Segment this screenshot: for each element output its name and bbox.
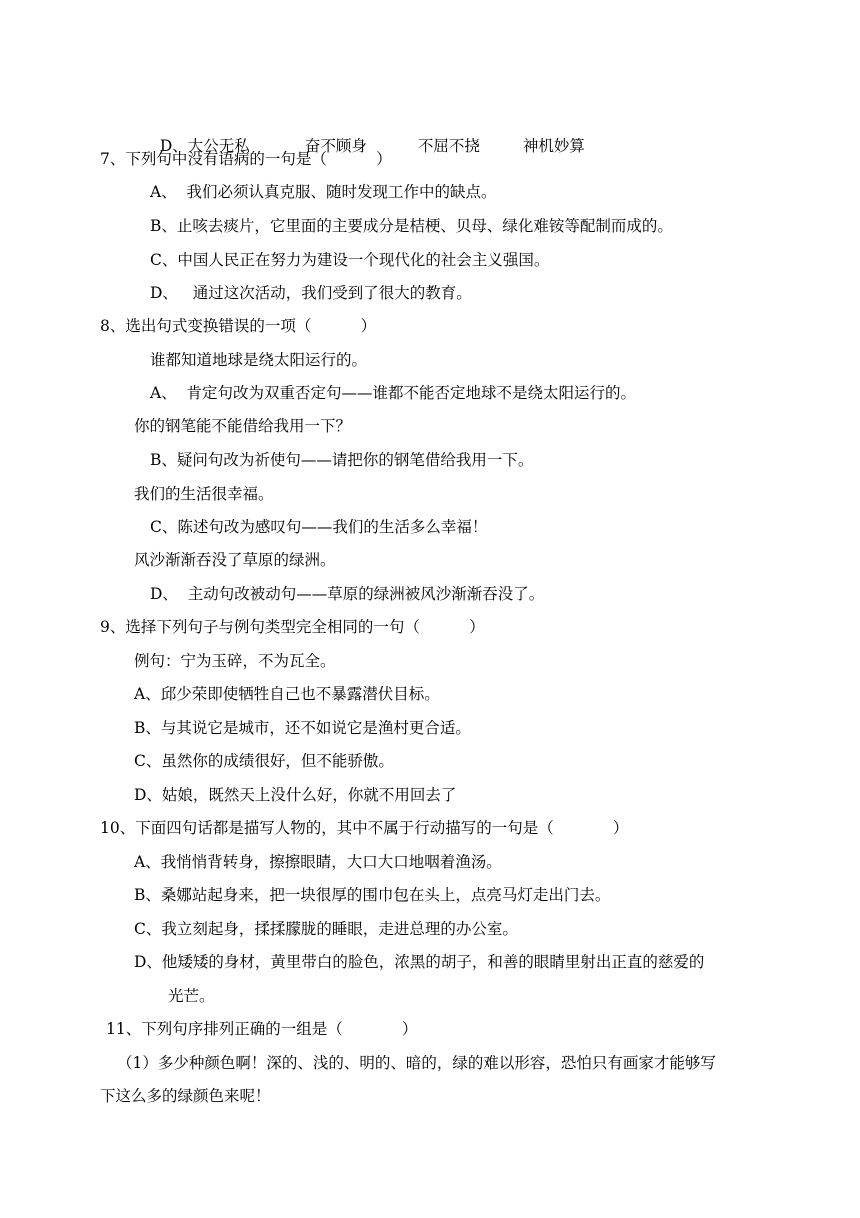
q9-example: 例句：宁为玉碎，不为瓦全。 [134,652,336,670]
q9-option-d: D、姑娘，既然天上没什么好，你就不用回去了 [134,786,457,804]
q7-option-a: A、 我们必须认真克服、随时发现工作中的缺点。 [150,183,497,201]
q8-sentence-3: 我们的生活很幸福。 [134,485,274,503]
q8-option-d: D、 主动句改被动句——草原的绿洲被风沙渐渐吞没了。 [150,585,545,603]
q8-sentence-1: 谁都知道地球是绕太阳运行的。 [150,351,368,369]
q9-option-c: C、虽然你的成绩很好，但不能骄傲。 [134,752,394,770]
q8-stem: 8、选出句式变换错误的一项（ ） [100,317,377,335]
q10-option-a: A、我悄悄背转身，擦擦眼睛，大口大口地咽着渔汤。 [134,853,502,871]
q8-sentence-4: 风沙渐渐吞没了草原的绿洲。 [134,551,336,569]
q8-sentence-2: 你的钢笔能不能借给我用一下？ [134,417,352,435]
q6-option-d-label: D、大公无私 [159,137,250,155]
q10-option-d-line-1: D、他矮矮的身材，黄里带白的脸色，浓黑的胡子，和善的眼睛里射出正直的慈爱的 [134,953,705,971]
q11-stem: 11、下列句序排列正确的一组是（ ） [106,1020,418,1038]
q8-option-a: A、 肯定句改为双重否定句——谁都不能否定地球不是绕太阳运行的。 [150,384,637,402]
q10-option-d-line-2: 光芒。 [168,987,215,1005]
q11-item-1-line-2: 下这么多的绿颜色来呢！ [100,1087,271,1105]
q9-stem: 9、选择下列句子与例句类型完全相同的一句（ ） [100,618,485,636]
q8-option-c: C、陈述句改为感叹句——我们的生活多么幸福！ [150,518,488,536]
q10-option-c: C、我立刻起身，揉揉朦胧的睡眼，走进总理的办公室。 [134,920,518,938]
q10-stem: 10、下面四句话都是描写人物的，其中不属于行动描写的一句是（ ） [100,819,629,837]
q7-option-c: C、中国人民正在努力为建设一个现代化的社会主义强国。 [150,251,550,269]
q7-stem: 7、下列句中没有语病的一句是（ ） [100,150,392,168]
q6-option-d-word-2: 奋不顾身 [304,137,367,155]
q10-option-b: B、桑娜站起身来，把一块很厚的围巾包在头上，点亮马灯走出门去。 [134,886,611,904]
q9-option-b: B、与其说它是城市，还不如说它是渔村更合适。 [134,719,471,737]
q11-item-1-line-1: （1）多少种颜色啊！深的、浅的、明的、暗的，绿的难以形容，恐怕只有画家才能够写 [117,1054,716,1072]
q6-option-d-word-3: 不屈不挠 [417,137,480,155]
q7-option-b: B、止咳去痰片，它里面的主要成分是桔梗、贝母、绿化难铵等配制而成的。 [150,217,673,235]
q6-option-d-word-4: 神机妙算 [522,137,585,155]
q7-option-d: D、 通过这次活动，我们受到了很大的教育。 [150,284,472,302]
q9-option-a: A、邱少荣即使牺牲自己也不暴露潜伏目标。 [134,685,440,703]
q8-option-b: B、疑问句改为祈使句——请把你的钢笔借给我用一下。 [150,451,534,469]
